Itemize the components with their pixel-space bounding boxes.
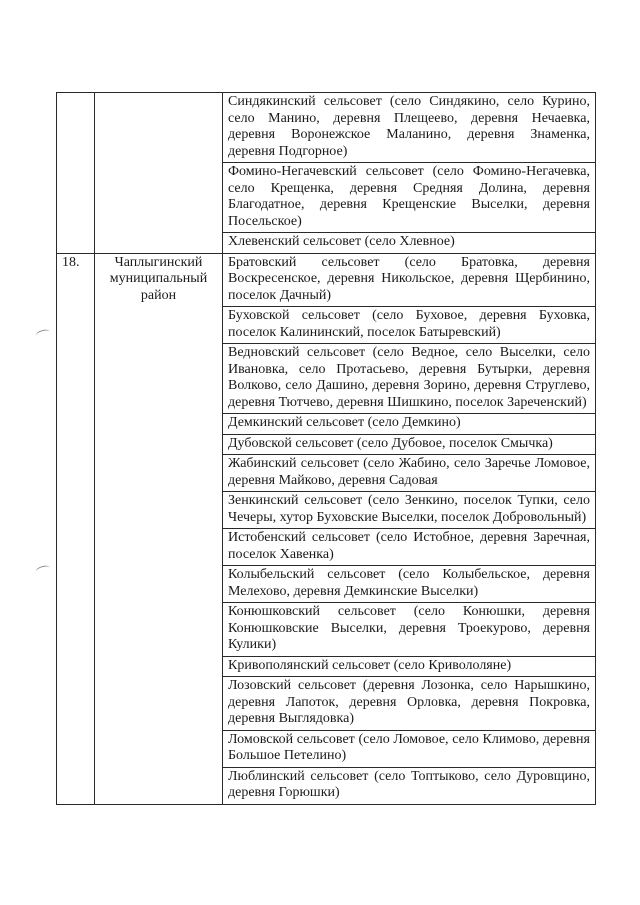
council-cell: Лозовский сельсовет (деревня Лозонка, село Нарышкино, деревня Лапоток, деревня Орловка, деревня Покровка, деревня Выглядовка): [223, 677, 596, 731]
district-cell: Чаплыгинский муниципальный район: [95, 253, 223, 804]
council-cell: Ломовской сельсовет (село Ломовое, село Климово, деревня Большое Петелино): [223, 730, 596, 767]
row-number-cell: 18.: [57, 253, 95, 804]
council-cell: Дубовской сельсовет (село Дубовое, поселок Смычка): [223, 434, 596, 455]
table-row: [57, 253, 596, 307]
council-cell: Колыбельский сельсовет (село Колыбельское, деревня Мелехово, деревня Демкинские Выселки): [223, 566, 596, 603]
table-row: [57, 93, 596, 163]
council-cell: Конюшковский сельсовет (село Конюшки, деревня Конюшковские Выселки, деревня Троекурово, деревня Кулики): [223, 603, 596, 657]
margin-mark: [35, 328, 50, 338]
council-cell: Буховской сельсовет (село Буховое, деревня Буховка, поселок Калининский, поселок Батыревский): [223, 307, 596, 344]
council-cell: Истобенский сельсовет (село Истобное, деревня Заречная, поселок Хавенка): [223, 529, 596, 566]
council-cell: Фомино-Негачевский сельсовет (село Фомино-Негачевка, село Крещенка, деревня Средняя Долина, деревня Благодатное, деревня Крещенские Выселки, деревня Посельское): [223, 163, 596, 233]
margin-mark: [35, 564, 50, 574]
row-number-cell: [57, 93, 95, 254]
council-cell: Синдякинский сельсовет (село Синдякино, село Курино, село Манино, деревня Плещеево, деревня Нечаевка, деревня Воронежское Маланино, деревня Знаменка, деревня Подгорное): [223, 93, 596, 163]
council-cell: Жабинский сельсовет (село Жабино, село Заречье Ломовое, деревня Майково, деревня Садовая: [223, 455, 596, 492]
settlements-table: [56, 92, 596, 805]
council-cell: Демкинский сельсовет (село Демкино): [223, 414, 596, 435]
council-cell: Хлевенский сельсовет (село Хлевное): [223, 233, 596, 254]
council-cell: Люблинский сельсовет (село Топтыково, село Дуровщино, деревня Горюшки): [223, 767, 596, 804]
district-cell: [95, 93, 223, 254]
council-cell: Зенкинский сельсовет (село Зенкино, поселок Тупки, село Чечеры, хутор Буховские Выселки, поселок Добровольный): [223, 492, 596, 529]
council-cell: Ведновский сельсовет (село Ведное, село Выселки, село Ивановка, село Протасьево, деревня Бутырки, деревня Волково, село Дашино, деревня Зорино, деревня Струглево, деревня Тютчево, деревня Шишкино, поселок Зареченский): [223, 344, 596, 414]
council-cell: Кривополянский сельсовет (село Кривололяне): [223, 656, 596, 677]
council-cell: Братовский сельсовет (село Братовка, деревня Воскресенское, деревня Никольское, деревня Щербинино, поселок Дачный): [223, 253, 596, 307]
